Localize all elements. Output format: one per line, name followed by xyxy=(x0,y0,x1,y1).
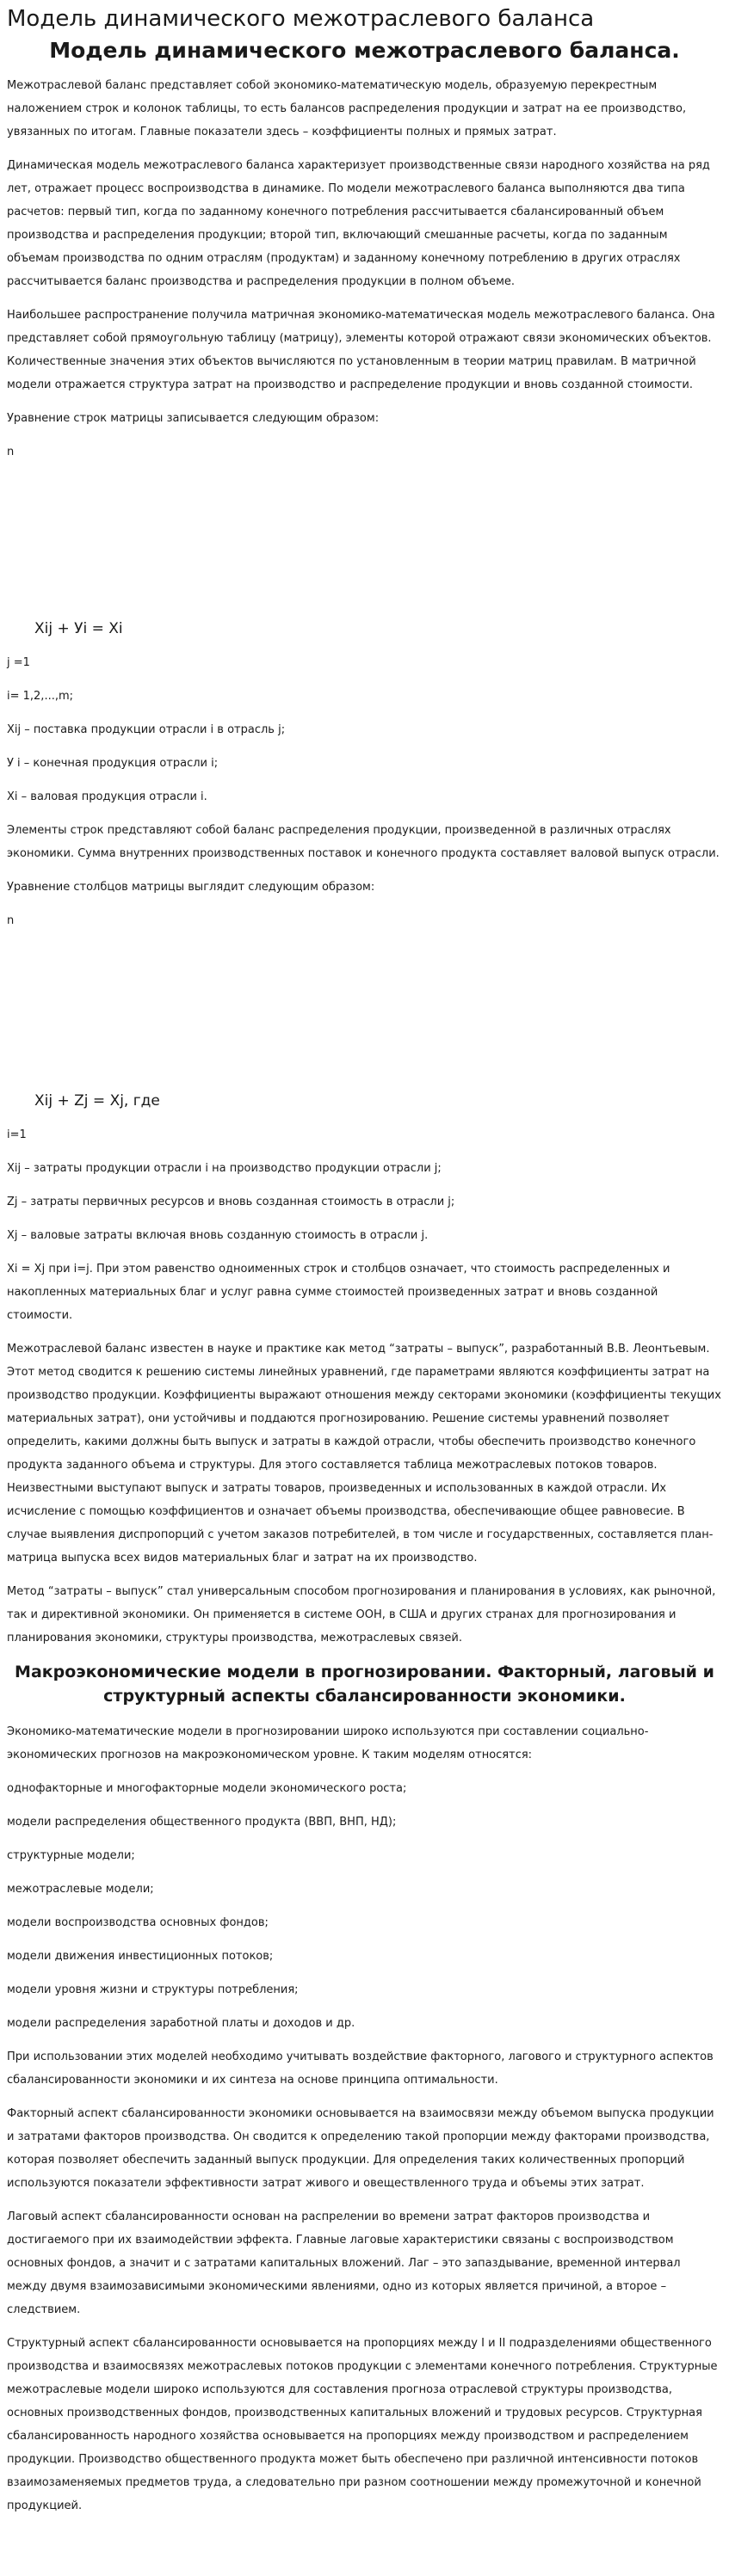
definition-item: Xj – валовые затраты включая вновь созданную стоимость в отрасли j. xyxy=(7,1229,429,1242)
list-item: модели распределения общественного продукта (ВВП, ВНП, НД); xyxy=(7,1816,397,1829)
paragraph: Структурный аспект сбалансированности основывается на пропорциях между I и II подразделениями общественного производства и взаимосвязях межотраслевых потоков продукции с элементами конечного потребления. Структурные межотраслевые модели широко используются для составления прогноза отраслевой структуры производства, основных производственных фондов, производственных капитальных вложений и трудовых ресурсов. Структурная сбалансированность народного хозяйства основывается на пропорциях между производством и распределением продукции. Производство общественного продукта может быть обеспечено при различной интенсивности потоков взаимозаменяемых предметов труда, а следовательно при разном соотношении между промежуточной и конечной продукцией. xyxy=(7,2337,718,2512)
document-title: Модель динамического межотраслевого баланса xyxy=(7,6,595,32)
paragraph: Экономико-математические модели в прогнозировании широко используются при составлении социально-экономических прогнозов на макроэкономическом уровне. К таким моделям относятся: xyxy=(7,1725,649,1761)
list-item: модели уровня жизни и структуры потребления; xyxy=(7,1983,299,1996)
paragraph: Межотраслевой баланс известен в науке и практике как метод “затраты – выпуск”, разработанный В.В. Леонтьевым. Этот метод сводится к решению системы линейных уравнений, где параметрами являются коэффициенты затрат на производство продукции. Коэффициенты выражают отношения между секторами экономики (коэффициенты текущих материальных затрат), они устойчивы и поддаются прогнозированию. Решение системы уравнений позволяет определить, какими должны быть выпуск и затраты в каждой отрасли, чтобы обеспечить производство конечного продукта заданного объема и структуры. Для этого составляется таблица межотраслевых потоков товаров. Неизвестными выступают выпуск и затраты товаров, произведенных и использованных в каждой отрасли. Их исчисление с помощью коэффициентов и означает объемы производства, обеспечивающие общее равновесие. В случае выявления диспропорций с учетом заказов потребителей, в том числе и государственных, составляется план-матрица выпуска всех видов материальных благ и затрат на их производство. xyxy=(7,1343,721,1565)
summation-upper-limit: n xyxy=(7,914,15,927)
list-item: межотраслевые модели; xyxy=(7,1883,154,1896)
formula-image-placeholder xyxy=(7,943,722,1091)
list-item: модели движения инвестиционных потоков; xyxy=(7,1950,274,1963)
definition-item: Zj – затраты первичных ресурсов и вновь созданная стоимость в отрасли j; xyxy=(7,1196,455,1208)
paragraph: Факторный аспект сбалансированности экономики основывается на взаимосвязи между объемом выпуска продукции и затратами факторов производства. Он сводится к определению такой пропорции между факторами производства, которая позволяет обеспечить заданный выпуск продукции. Для определения таких количественных пропорций используются показатели эффективности затрат живого и овеществленного труда и объемы этих затрат. xyxy=(7,2107,714,2190)
definition-item: Xij – затраты продукции отрасли i на производство продукции отрасли j; xyxy=(7,1162,442,1175)
list-item: модели воспроизводства основных фондов; xyxy=(7,1916,269,1929)
summation-upper-limit: n xyxy=(7,446,15,458)
document-page xyxy=(0,5,729,2518)
paragraph: Уравнение строк матрицы записывается следующим образом: xyxy=(7,412,380,425)
list-item: однофакторные и многофакторные модели экономического роста; xyxy=(7,1782,407,1795)
list-item: модели распределения заработной платы и доходов и др. xyxy=(7,2017,355,2030)
list-item: структурные модели; xyxy=(7,1849,135,1862)
definition-item: Xij – поставка продукции отрасли i в отрасль j; xyxy=(7,723,286,736)
column-equation-formula: Xij + Zj = Xj, где xyxy=(34,1092,160,1110)
summation-lower-limit: i=1 xyxy=(7,1128,27,1141)
definition-item: Xi – валовая продукция отрасли i. xyxy=(7,790,207,803)
model-list xyxy=(7,1777,722,2035)
summation-lower-limit: j =1 xyxy=(7,656,30,669)
index-range: i= 1,2,...,m; xyxy=(7,690,74,703)
paragraph: Уравнение столбцов матрицы выглядит следующим образом: xyxy=(7,881,375,894)
section-heading-macro-models: Макроэкономические модели в прогнозировании. Факторный, лаговый и структурный аспекты сбалансированности экономики. xyxy=(15,1663,714,1706)
definition-item: У i – конечная продукция отрасли i; xyxy=(7,757,219,770)
row-equation-formula: Xij + Уi = Xi xyxy=(34,620,123,637)
formula-image-placeholder xyxy=(7,474,722,618)
paragraph: Межотраслевой баланс представляет собой экономико-математическую модель, образуемую перекрестным наложением строк и колонок таблицы, то есть балансов распределения продукции и затрат на ее производство, увязанных по итогам. Главные показатели здесь – коэффициенты полных и прямых затрат. xyxy=(7,79,687,138)
paragraph: Метод “затраты – выпуск” стал универсальным способом прогнозирования и планирования в условиях, как рыночной, так и директивной экономики. Он применяется в системе ООН, в США и других странах для прогнозирования и планирования экономики, структуры производства, межотраслевых связей. xyxy=(7,1585,716,1645)
paragraph: Лаговый аспект сбалансированности основан на распрелении во времени затрат факторов производства и достигаемого при их взаимодействии эффекта. Главные лаговые характеристики связаны с воспроизводством основных фондов, а значит и с затратами капитальных вложений. Лаг – это запаздывание, временной интервал между двумя взаимозависимыми экономическими явлениями, одно из которых является причиной, а второе – следствием. xyxy=(7,2210,681,2316)
paragraph: Динамическая модель межотраслевого баланса характеризует производственные связи народного хозяйства на ряд лет, отражает процесс воспроизводства в динамике. По модели межотраслевого баланса выполняются два типа расчетов: первый тип, когда по заданному конечного потребления рассчитывается сбалансированный объем производства и распределения продукции; второй тип, включающий смешанные расчеты, когда по заданным объемам производства по одним отраслям (продуктам) и заданному конечному потреблению в других отраслях рассчитывается баланс производства и распределения продукции в полном объеме. xyxy=(7,159,710,288)
paragraph: Xi = Xj при i=j. При этом равенство одноименных строк и столбцов означает, что стоимость распределенных и накопленных материальных благ и услуг равна сумме стоимостей произведенных затрат и вновь созданной стоимости. xyxy=(7,1263,670,1322)
section-heading-balance-model: Модель динамического межотраслевого баланса. xyxy=(49,38,680,63)
paragraph: Элементы строк представляют собой баланс распределения продукции, произведенной в различных отраслях экономики. Сумма внутренних производственных поставок и конечного продукта составляет валовой выпуск отрасли. xyxy=(7,824,720,860)
paragraph: При использовании этих моделей необходимо учитывать воздействие факторного, лагового и структурного аспектов сбалансированности экономики и их синтеза на основе принципа оптимальности. xyxy=(7,2050,714,2087)
paragraph: Наибольшее распространение получила матричная экономико-математическая модель межотраслевого баланса. Она представляет собой прямоугольную таблицу (матрицу), элементы которой отражают связи экономических объектов. Количественные значения этих объектов вычисляются по установленным в теории матриц правилам. В матричной модели отражается структура затрат на производство и распределение продукции и вновь созданной стоимости. xyxy=(7,309,715,391)
